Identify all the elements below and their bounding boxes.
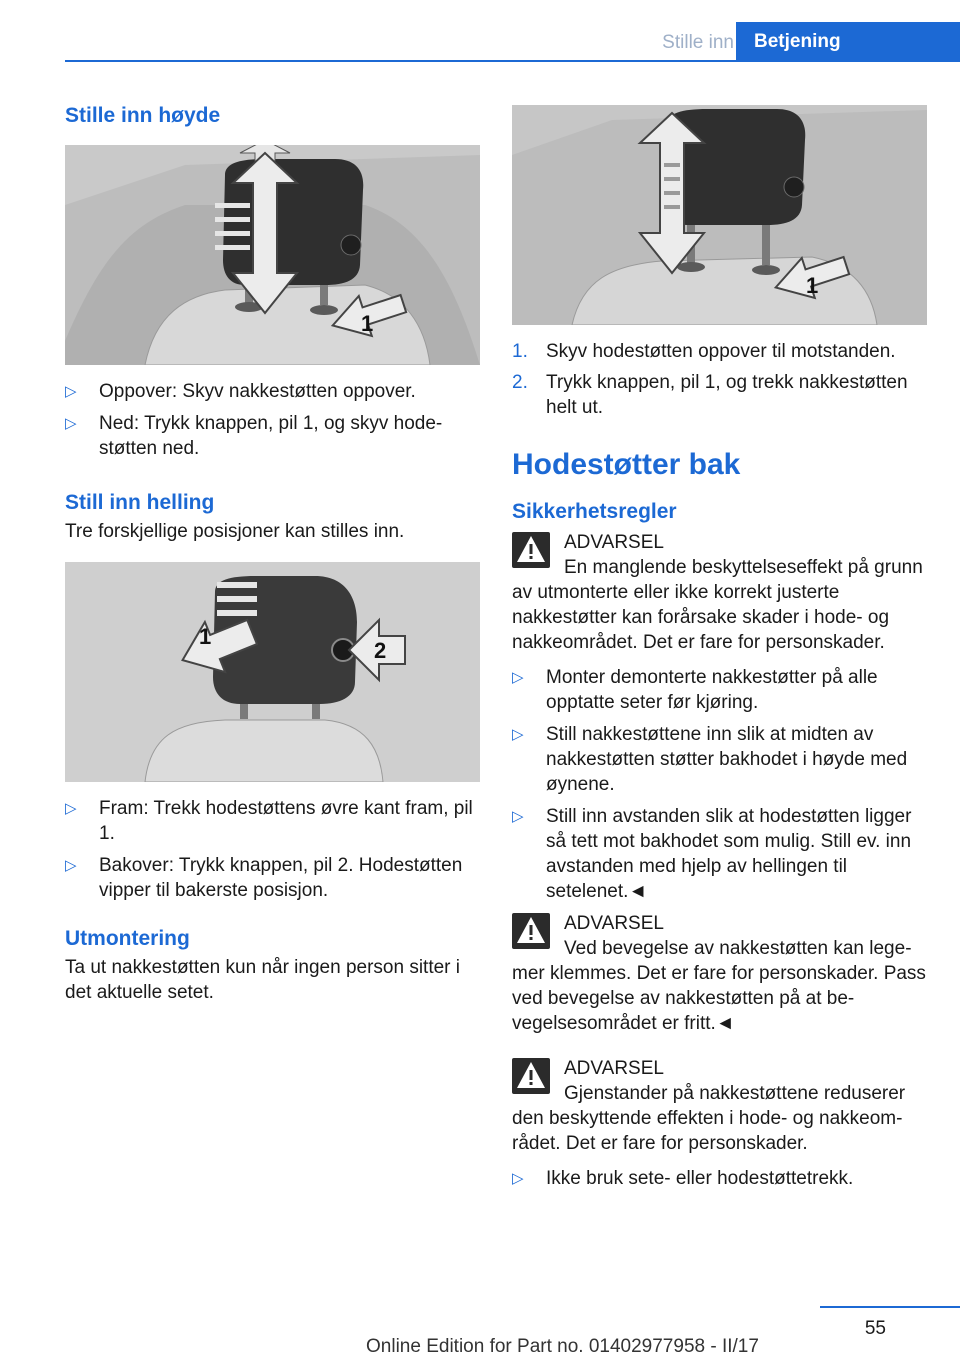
triangle-bullet-icon: ▷: [65, 857, 77, 874]
arrow-label-1: 1: [199, 624, 212, 649]
list-item: ▷ Bakover: Trykk knappen, pil 2. Hodestøtten vipper til bakerste posisjon.: [65, 855, 463, 901]
step-number: 2.: [512, 372, 528, 393]
edition-footer: Online Edition for Part no. 01402977958 - II/17: [366, 1336, 759, 1357]
figure-tilt-adjust: [65, 562, 480, 782]
triangle-bullet-icon: ▷: [512, 726, 524, 743]
triangle-bullet-icon: ▷: [512, 669, 524, 686]
list-item: ▷ Ned: Trykk knappen, pil 1, og skyv hodestøtten ned.: [65, 413, 443, 459]
warning-triangle-icon: [512, 913, 550, 949]
tilt-intro: Tre forskjellige posisjoner kan stilles inn.: [65, 521, 405, 542]
heading-rear-headrests: Hodestøtter bak: [512, 448, 741, 481]
warning-triangle-icon: [512, 532, 550, 568]
arrow-label-2: 2: [374, 638, 387, 663]
safety-rules-list: [512, 665, 927, 904]
warning-block-3: [512, 1056, 927, 1156]
cover-rules-list: [512, 1166, 927, 1191]
triangle-bullet-icon: ▷: [65, 415, 77, 432]
height-adjust-list: [65, 379, 480, 461]
removal-intro: Ta ut nakkestøtten kun når ingen person sitter i det aktuelle setet.: [65, 957, 460, 1003]
list-item: ▷ Oppover: Skyv nakkestøtten oppover.: [65, 381, 416, 402]
headrest-removal-illustration: [512, 105, 927, 325]
heading-adjust-height: Stille inn høyde: [65, 104, 221, 127]
list-item: ▷ Still nakkestøttene inn slik at midten av nakkestøtten støtter bakhodet i høyde med øynene.: [512, 724, 908, 795]
headrest-tilt-illustration: [65, 562, 480, 782]
header-rule: [65, 60, 960, 62]
warning-text: Ved bevegelse av nakkestøtten kan legemer klemmes. Det er fare for personskader. Pass ved bevegelse av nakkestøtten på at bevegelsesområdet er fritt.◄: [512, 938, 926, 1034]
warning-title: ADVARSEL: [564, 913, 664, 934]
left-column: [65, 100, 480, 1005]
list-item: ▷ Fram: Trekk hodestøttens øvre kant fram, pil 1.: [65, 798, 473, 844]
arrow-label-1: 1: [361, 311, 374, 336]
header-chapter-tab: Betjening: [736, 22, 960, 62]
list-item: ▷ Still inn avstanden slik at hodestøtten ligger så tett mot bakhodet som mulig. Still ev. inn avstanden med hjelp av hellingen til setelenet.◄: [512, 806, 912, 902]
list-item: 2. Trykk knappen, pil 1, og trekk nakkestøtten helt ut.: [512, 372, 908, 418]
triangle-bullet-icon: ▷: [65, 800, 77, 817]
warning-text: En manglende beskyttelseseffekt på grunn av utmonterte eller ikke korrekt justerte nakkestøtter kan forårsake skader i hode- og nakkeområdet. Det er fare for personskader.: [512, 557, 923, 653]
step-number: 1.: [512, 341, 528, 362]
warning-title: ADVARSEL: [564, 532, 664, 553]
warning-block-2: [512, 911, 927, 1036]
arrow-label-1: 1: [806, 273, 819, 298]
list-item: 1. Skyv hodestøtten oppover til motstanden.: [512, 341, 896, 362]
removal-steps: [512, 339, 927, 420]
headrest-height-illustration: [65, 145, 480, 365]
list-item: ▷ Monter demonterte nakkestøtter på alle opptatte seter før kjøring.: [512, 667, 878, 713]
heading-removal: Utmontering: [65, 927, 190, 950]
warning-title: ADVARSEL: [564, 1058, 664, 1079]
header-section-title: Stille inn: [662, 32, 734, 53]
triangle-bullet-icon: ▷: [512, 808, 524, 825]
page-header: [0, 22, 960, 62]
page-number: 55: [864, 1318, 886, 1339]
tilt-adjust-list: [65, 796, 480, 903]
warning-triangle-icon: [512, 1058, 550, 1094]
warning-block-1: [512, 530, 927, 655]
heading-safety-rules: Sikkerhetsregler: [512, 500, 677, 523]
list-item: ▷ Ikke bruk sete- eller hodestøttetrekk.: [512, 1168, 854, 1189]
figure-removal: [512, 105, 927, 325]
footer-rule: [820, 1306, 960, 1308]
triangle-bullet-icon: ▷: [512, 1170, 524, 1187]
warning-text: Gjenstander på nakkestøttene reduserer den beskyttende effekten i hode- og nakkeområdet. Det er fare for personskader.: [512, 1083, 906, 1154]
figure-height-adjust: [65, 145, 480, 365]
triangle-bullet-icon: ▷: [65, 383, 77, 400]
heading-adjust-tilt: Still inn helling: [65, 491, 215, 514]
right-column: [512, 105, 927, 1198]
